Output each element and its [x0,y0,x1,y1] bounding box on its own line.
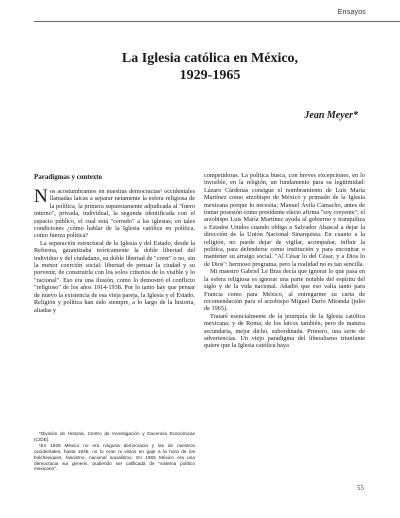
author-name: Jean Meyer* [304,110,358,121]
footnote-1: ¹En 1929 México no era ninguna democracia y las de nuestros occidentales, hasta 1945, no lo eran ni vistos en gaje a la hora de los bolcheviques, fascismo, nacional socialismo. En 1965 México era una democracia sui generis, pudiendo ser calificada de "sistema político mexicano". [34,443,195,472]
left-paragraph-2: La separación estructural de la Iglesia y del Estado, desde la Reforma, garantizaba teóricamente la doble libertad del individuo y del ciudadano, su doble libertad de "creer" o no, sin la menor coerción social: libertad de pensar la ciudad y su porvenir, de construirla con los solos criterios de lo visible y lo "racional". Eso era una ilusión, como lo demostró el conflicto "religioso" de los años 1914-1938. Por lo tanto hay que pensar de nuevo la existencia de esa vieja pareja, la Iglesia y el Estado. Religión y política han sido siempre, a lo largo de la historia, aliadas y [34,239,195,314]
right-column [204,172,365,350]
footnotes [34,431,195,473]
left-column [34,188,195,314]
page-number: 55 [357,484,364,492]
left-paragraph-1-text: os acostumbramos en nuestras democracias¹ occidentales llamadas laicas a separar netamente la esfera religiosa de la política, la primera supuestamente adjudicada al "fuero interno", privada, individual, la segunda identificada con el espacio público, el cual está "cerrado" a las iglesias; en tales condiciones ¿cómo hablar de la Iglesia católica en política, como fuerza política? [34,188,195,240]
left-paragraph-1 [34,188,195,240]
section-tag: Ensayos [337,9,366,16]
right-paragraph-3: Trataré esencialmente de la jerarquía de la Iglesia católica mexicana; y de Roma; de los laicos también, pero de manera secundaria, mejor dicho, subordinada. Primero, una serie de advertencias. Un viejo paradigma del liberalismo triunfante quiere que la Iglesia católica haya [204,312,365,350]
header-rule [34,21,400,22]
right-paragraph-2: Mi maestro Gabriel Le Bras decía que ignorar lo que pasa en la esfera religiosa es ignorar una parte notable del espíritu del siglo y de la vida nacional. Añadió que eso valía tanto para Francia como para México, al entregarme su carta de recomendación para el arzobispo Miguel Darío Miranda (julio de 1965). [204,268,365,313]
title-line-2: 1929-1965 [179,68,241,83]
footnote-affiliation: *División de Historia, Centro de Investigación y Docencia Económicas (CIDE). [34,431,195,442]
title-line-1: La Iglesia católica en México, [121,51,299,66]
right-paragraph-1: competidoras. La política busca, con breves excepciones, en lo invisible, en la religión, un fundamento para su legitimidad: Lázaro Cárdenas consigue el nombramiento de Luis María Martínez como arzobispo de México y primado de la Iglesia mexicana porque lo necesita; Manuel Ávila Camacho, antes de tomar posesión como presidente electo afirma "soy creyente"; el arzobispo Luis María Martínez ayuda al gobierno y tranquiliza a Estados Unidos cuando obliga a Salvador Abascal a dejar la dirección de la Unión Nacional Sinarquista. En cuanto a la religión, no puede dejar de vigilar, acompañar, influir la política, para defenderse como institución y para encontrar o mantener su arraigo social. "Al César lo del César, y a Dios lo de Dios": hermoso programa, pero la realidad no es tan sencilla. [204,172,365,268]
drop-cap: N [34,186,48,207]
article-title [60,50,360,84]
section-subheading: Paradigmas y contexto [34,173,103,181]
